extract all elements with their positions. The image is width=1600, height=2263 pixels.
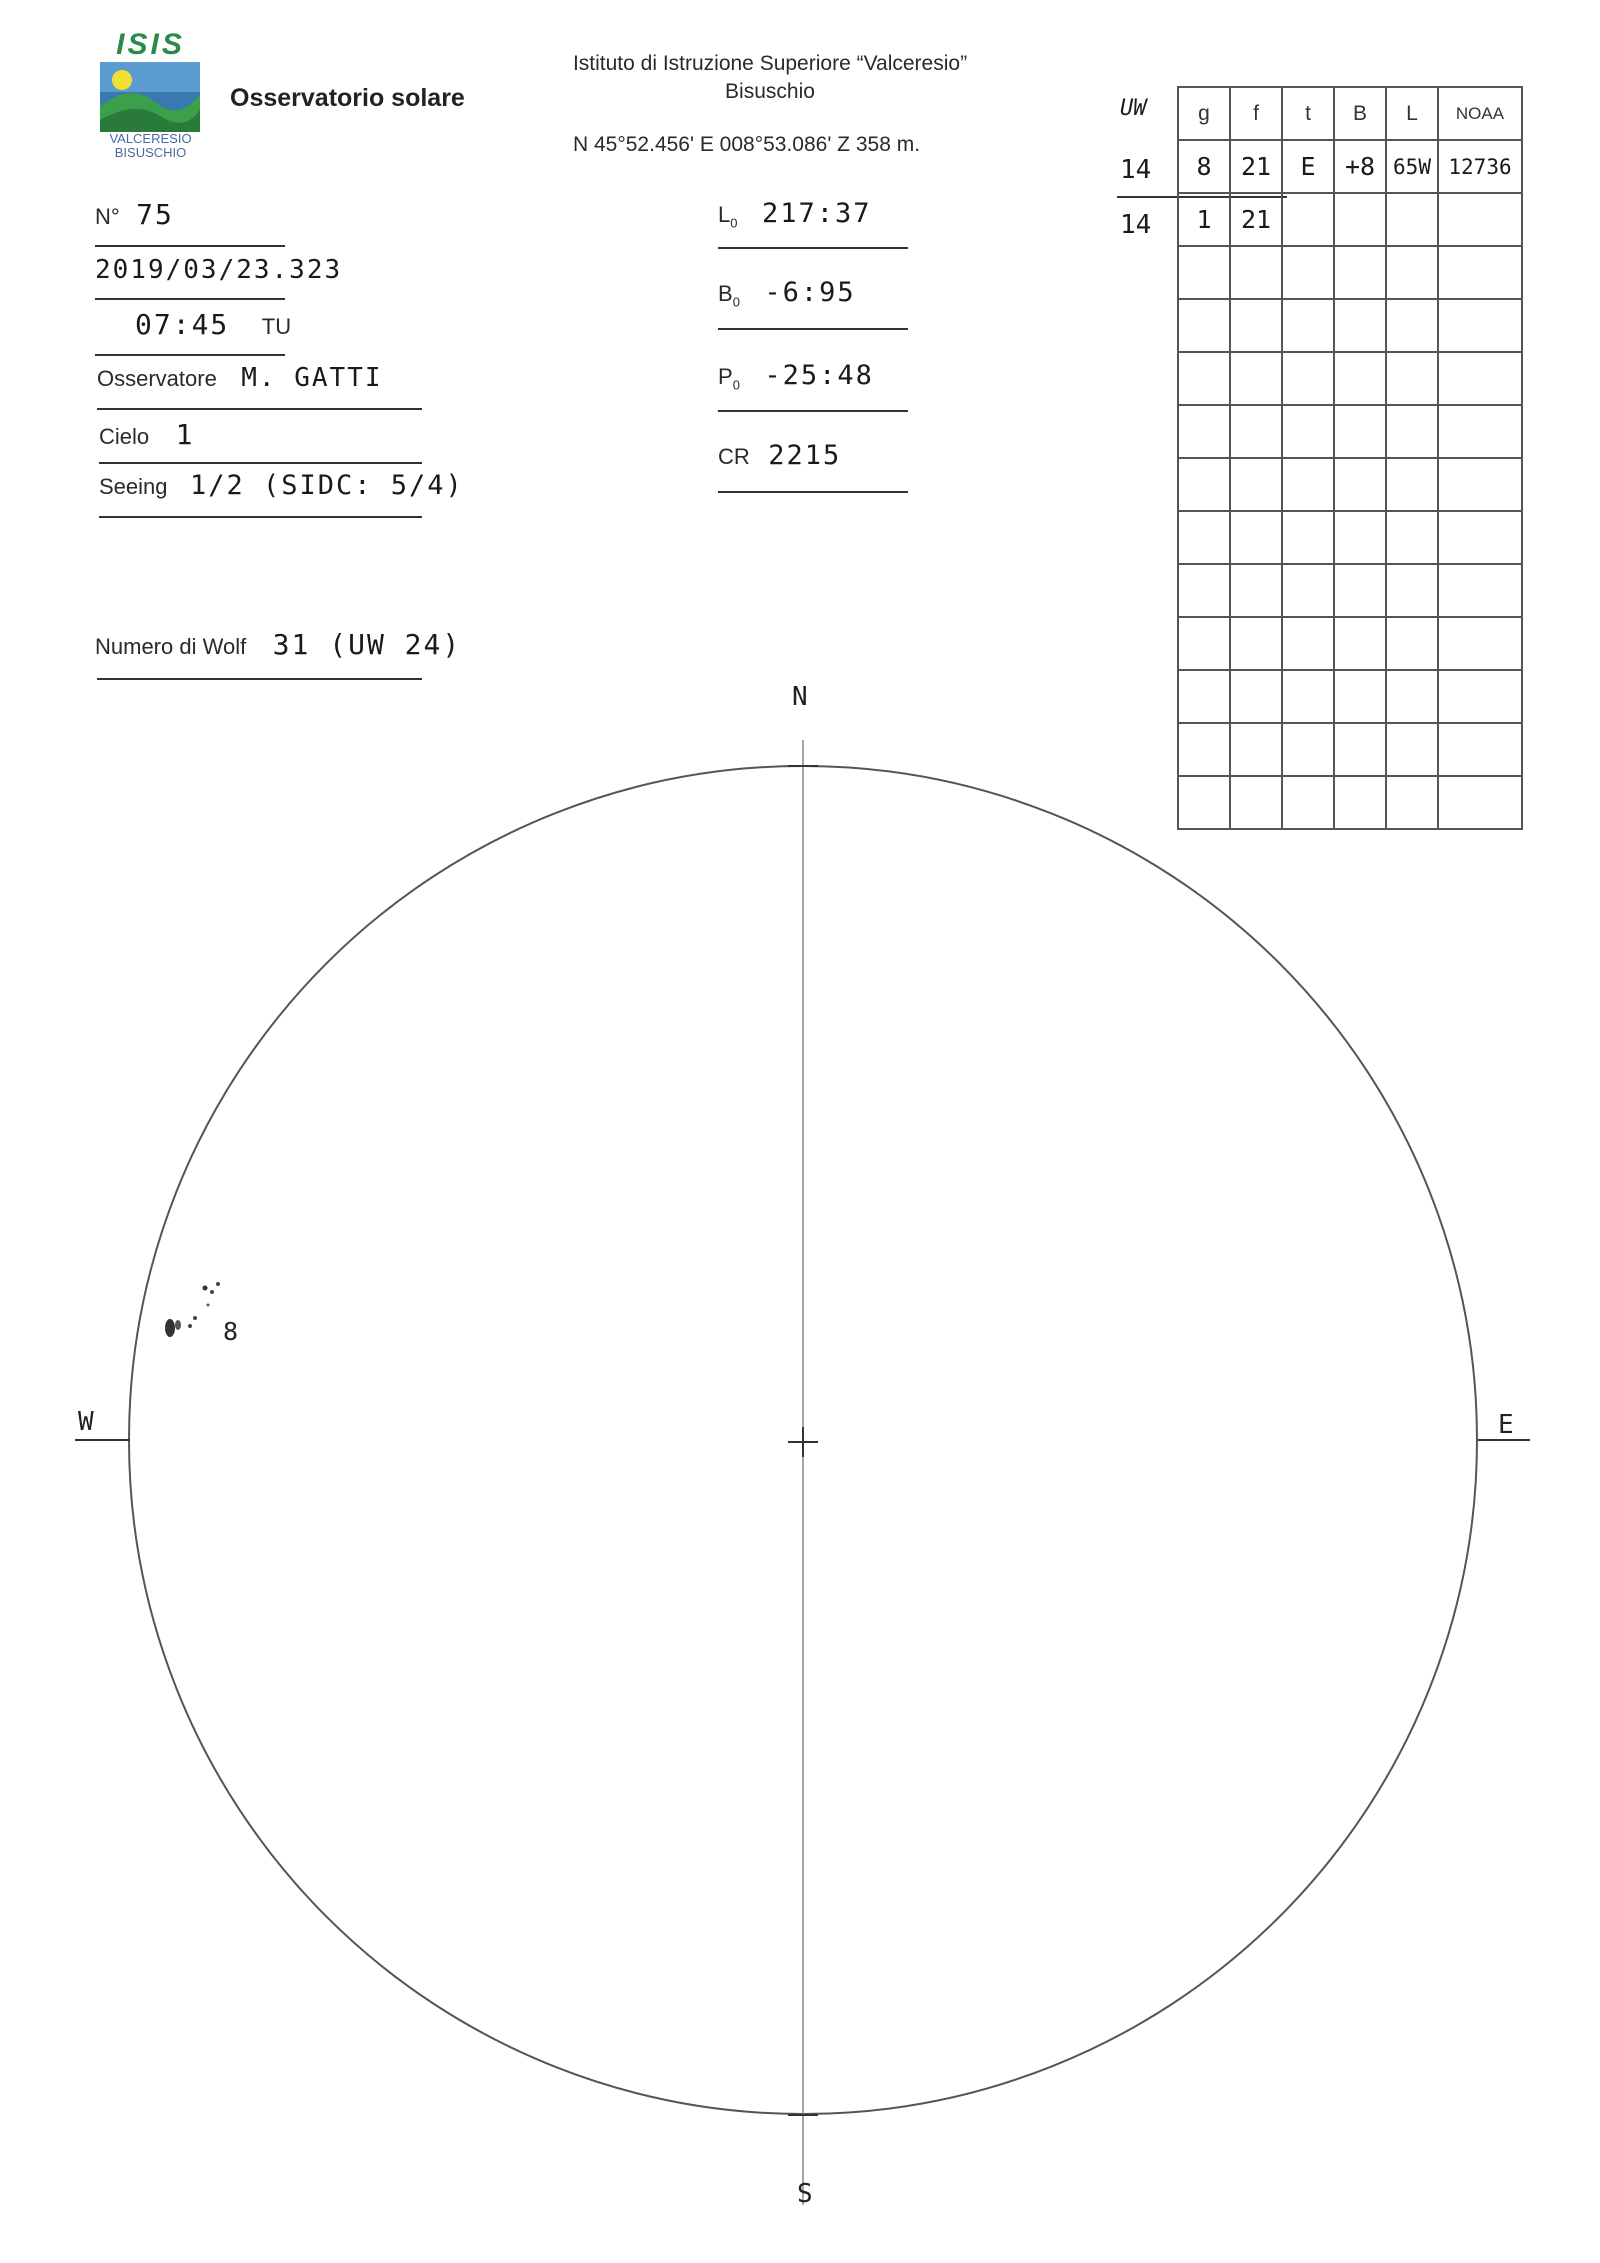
- institute-line-1: Istituto di Istruzione Superiore “Valceresio”: [572, 52, 968, 75]
- cell: [1282, 352, 1334, 405]
- logo-subtitle-1: VALCERESIO: [109, 131, 192, 146]
- number-value: 75: [136, 198, 174, 231]
- sunspot: [207, 1304, 210, 1307]
- logo-graphic: [100, 62, 200, 132]
- cell: [1386, 299, 1438, 352]
- institute-name: [520, 50, 1020, 106]
- cell: [1178, 564, 1230, 617]
- sunspot: [165, 1319, 175, 1337]
- header-t: t: [1282, 87, 1334, 140]
- cell: [1178, 352, 1230, 405]
- cr-value: 2215: [768, 440, 842, 471]
- time-value: 07:45: [135, 308, 230, 341]
- cell: [1386, 511, 1438, 564]
- cell: E: [1282, 140, 1334, 193]
- wolf-label: Numero di Wolf: [95, 634, 247, 659]
- l0-label: $L_0$: [718, 202, 738, 231]
- cell: [1178, 405, 1230, 458]
- seeing-label: Seeing: [99, 474, 168, 499]
- sunspot: [210, 1290, 214, 1294]
- table-row: [1178, 405, 1522, 458]
- sunspot: [203, 1286, 208, 1291]
- cell: [1178, 246, 1230, 299]
- cell: [1282, 564, 1334, 617]
- wolf-field: [95, 628, 461, 661]
- cell: [1282, 458, 1334, 511]
- cell: [1438, 246, 1522, 299]
- sunspot-group: [165, 1282, 220, 1337]
- uw-value-2: 14: [1120, 210, 1152, 240]
- cell: 12736: [1438, 140, 1522, 193]
- table-row: [1178, 193, 1522, 246]
- header-b: B: [1334, 87, 1386, 140]
- sunspot-group-label: 8: [223, 1317, 239, 1346]
- sunspot: [193, 1316, 197, 1320]
- wolf-value: 31 (UW 24): [272, 628, 462, 661]
- south-label: S: [797, 2179, 813, 2209]
- p0-label: $P_0$: [718, 364, 740, 393]
- table-row: [1178, 246, 1522, 299]
- cell: [1230, 352, 1282, 405]
- cell: [1282, 511, 1334, 564]
- table-row: [1178, 299, 1522, 352]
- date-value: 2019/03/23.323: [95, 255, 343, 285]
- b0-field: [718, 277, 856, 309]
- cell: [1282, 193, 1334, 246]
- cell: [1230, 246, 1282, 299]
- table-header-row: [1178, 87, 1522, 140]
- cr-label: CR: [718, 444, 750, 469]
- cell: [1334, 405, 1386, 458]
- cell: [1386, 458, 1438, 511]
- east-label: E: [1498, 1410, 1514, 1440]
- sky-label: Cielo: [99, 424, 150, 449]
- cell: [1386, 564, 1438, 617]
- seeing-value: 1/2 (SIDC: 5/4): [189, 470, 464, 501]
- number-field: [95, 198, 174, 231]
- cell: [1386, 193, 1438, 246]
- p0-value: -25:48: [764, 360, 874, 391]
- cell: [1178, 458, 1230, 511]
- cell: [1386, 246, 1438, 299]
- north-label: N: [792, 682, 808, 712]
- cell: [1334, 511, 1386, 564]
- cell: [1386, 352, 1438, 405]
- cell: [1282, 299, 1334, 352]
- b0-value: -6:95: [764, 277, 856, 308]
- observer-field: [97, 363, 383, 393]
- b0-label: $B_0$: [718, 281, 740, 310]
- uw-header: UW: [1120, 96, 1147, 121]
- cell: [1334, 564, 1386, 617]
- page-title: Osservatorio solare: [230, 84, 465, 112]
- header-g: g: [1178, 87, 1230, 140]
- cell: [1334, 352, 1386, 405]
- header-f: f: [1230, 87, 1282, 140]
- cell: [1178, 511, 1230, 564]
- time-unit: TU: [261, 314, 292, 339]
- cell: [1438, 564, 1522, 617]
- cell: [1438, 352, 1522, 405]
- sunspot: [216, 1282, 220, 1286]
- sunspot: [188, 1324, 192, 1328]
- cell: 21: [1230, 193, 1282, 246]
- cell: [1178, 299, 1230, 352]
- cell: [1438, 193, 1522, 246]
- cell: [1438, 299, 1522, 352]
- observatory-coordinates: N 45°52.456' E 008°53.086' Z 358 m.: [573, 133, 921, 156]
- sky-field: [99, 418, 194, 451]
- cell: [1230, 458, 1282, 511]
- institute-line-2: Bisuschio: [725, 80, 815, 103]
- cell: [1334, 299, 1386, 352]
- cell: [1230, 511, 1282, 564]
- observer-label: Osservatore: [97, 366, 217, 391]
- table-row: [1178, 564, 1522, 617]
- cell: [1438, 405, 1522, 458]
- cell: 1: [1178, 193, 1230, 246]
- cell: [1282, 246, 1334, 299]
- cell: [1438, 458, 1522, 511]
- table-row: [1178, 352, 1522, 405]
- seeing-field: [99, 470, 464, 501]
- logo-wordmark: ISIS: [116, 28, 185, 61]
- p0-field: [718, 360, 874, 392]
- cr-field: [718, 440, 841, 471]
- solar-disk-chart: [0, 660, 1600, 2260]
- l0-field: [718, 198, 871, 230]
- west-label: W: [78, 1407, 94, 1437]
- cell: [1334, 458, 1386, 511]
- cell: [1438, 511, 1522, 564]
- cell: [1230, 564, 1282, 617]
- logo-subtitle-2: BISUSCHIO: [114, 145, 187, 160]
- sunspot: [175, 1320, 181, 1330]
- header-l: L: [1386, 87, 1438, 140]
- institute-logo: [98, 28, 203, 158]
- table-row: [1178, 458, 1522, 511]
- header-noaa: NOAA: [1438, 87, 1522, 140]
- l0-value: 217:37: [761, 198, 872, 229]
- cell: [1282, 405, 1334, 458]
- number-label: N°: [95, 204, 120, 229]
- cell: [1230, 299, 1282, 352]
- cell: [1334, 193, 1386, 246]
- cell: [1230, 405, 1282, 458]
- cell: 65W: [1386, 140, 1438, 193]
- cell: [1334, 246, 1386, 299]
- table-row: [1178, 140, 1522, 193]
- observer-value: M. GATTI: [241, 363, 383, 393]
- time-field: [135, 308, 291, 341]
- cell: +8: [1334, 140, 1386, 193]
- sky-value: 1: [175, 418, 195, 451]
- uw-value-1: 14: [1120, 155, 1152, 185]
- cell: 21: [1230, 140, 1282, 193]
- table-row: [1178, 511, 1522, 564]
- cell: [1386, 405, 1438, 458]
- cell: 8: [1178, 140, 1230, 193]
